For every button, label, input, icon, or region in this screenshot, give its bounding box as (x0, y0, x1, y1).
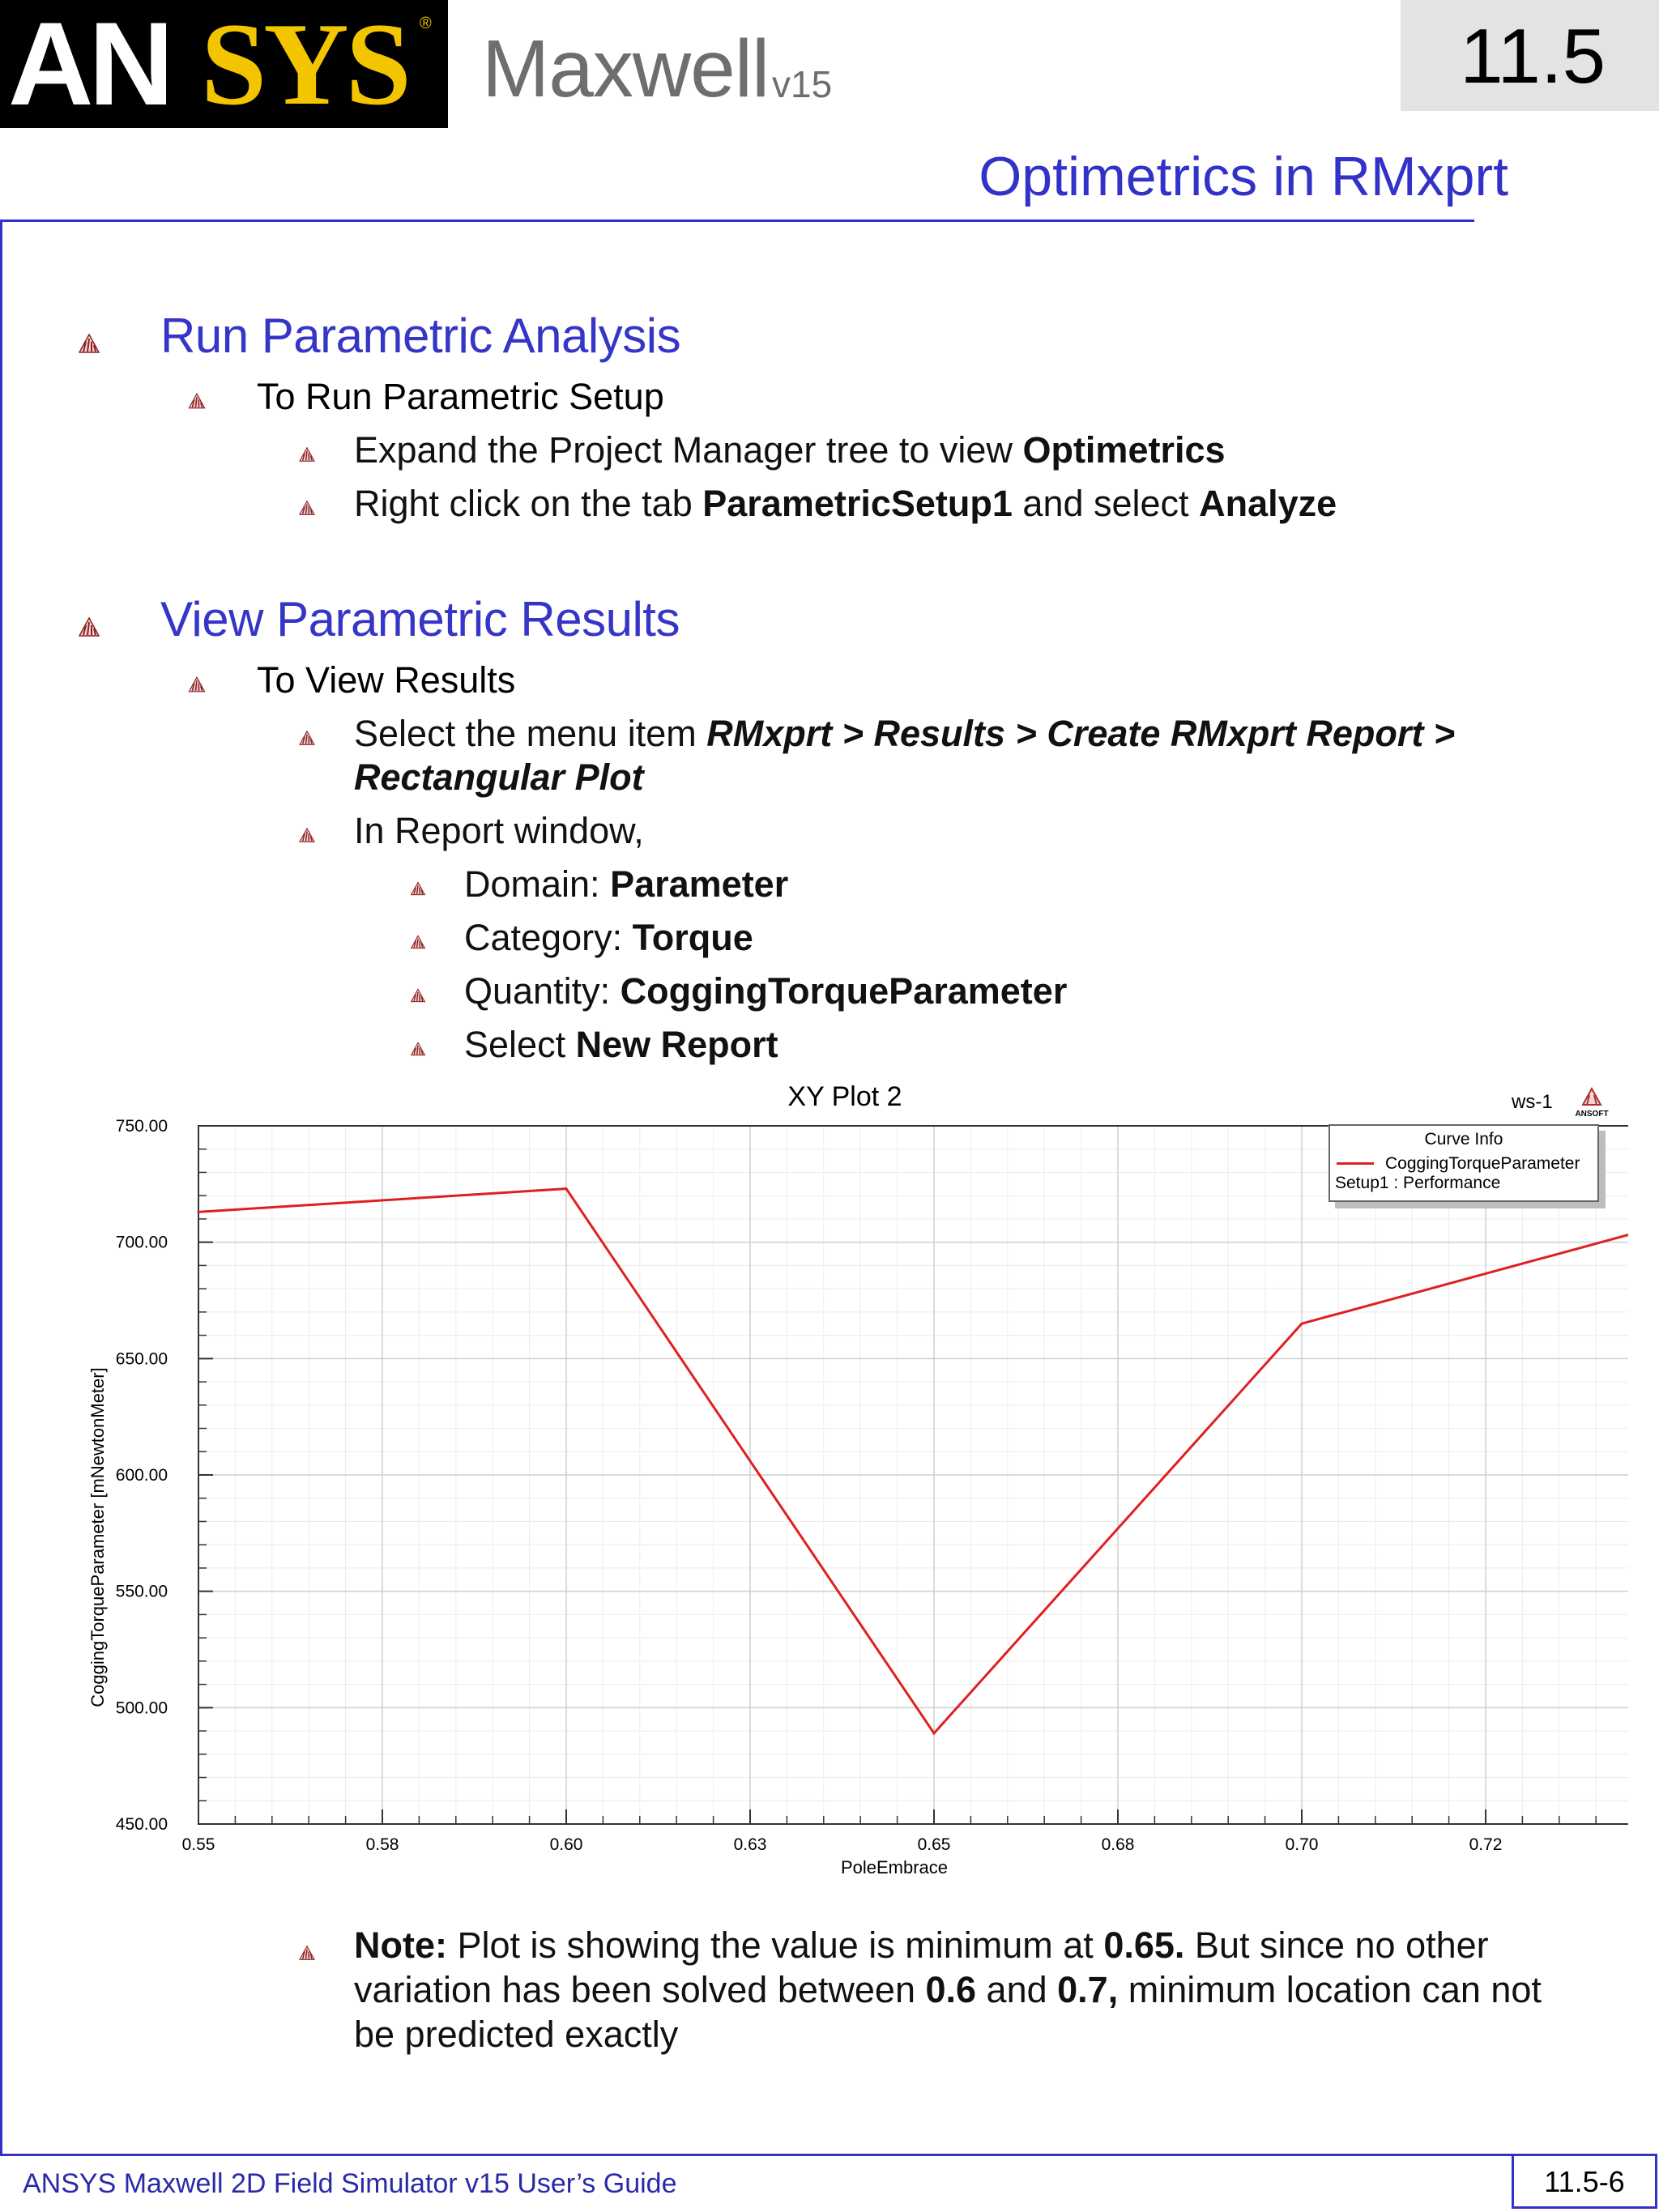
report-new-report: Select New Report (464, 1024, 778, 1065)
bullet-icon (79, 334, 100, 353)
data-point (565, 1187, 568, 1190)
step-select-menu-cont: Rectangular Plot (354, 757, 644, 798)
xy-plot-chart (81, 1081, 1628, 1891)
bullet-icon (189, 676, 206, 692)
data-point (198, 1211, 200, 1213)
y-tick-label: 650.00 (115, 1349, 168, 1369)
bullet-icon (411, 1042, 425, 1056)
y-axis-label: CoggingTorqueParameter [mNewtonMeter] (87, 1367, 108, 1707)
y-tick-label: 600.00 (115, 1466, 168, 1485)
heading-view-parametric-results: View Parametric Results (160, 592, 680, 646)
chart-title: XY Plot 2 (787, 1081, 902, 1112)
chart-ticks (116, 1117, 1628, 1854)
y-tick-label: 700.00 (115, 1233, 168, 1252)
footer-rule (0, 2154, 1512, 2156)
step-report-window: In Report window, (354, 810, 644, 851)
chapter-number-box (1401, 0, 1659, 111)
legend-title: Curve Info (1424, 1130, 1503, 1149)
y-tick-label: 500.00 (115, 1698, 168, 1718)
chart-corner-label: ws-1 (1512, 1091, 1553, 1113)
logo-text-an: AN (8, 0, 169, 130)
x-tick-label: 0.55 (181, 1835, 215, 1854)
legend-swatch (1337, 1162, 1374, 1165)
chart-legend (1328, 1124, 1599, 1202)
legend-series-setup: Setup1 : Performance (1335, 1174, 1501, 1192)
slide-title: Optimetrics in RMxprt (979, 146, 1508, 207)
y-tick-label: 550.00 (115, 1582, 168, 1601)
step-right-click-analyze: Right click on the tab ParametricSetup1 and select Analyze (354, 483, 1337, 524)
bullet-icon (189, 393, 206, 408)
x-tick-label: 0.63 (733, 1835, 767, 1854)
title-rule (0, 219, 1474, 222)
note-line-2: variation has been solved between 0.6 and 0.7, minimum location can not (354, 1969, 1542, 2010)
series-line-cogging-torque (198, 1189, 1628, 1733)
chart-series (198, 1187, 1629, 1734)
x-tick-label: 0.72 (1469, 1835, 1503, 1854)
subheading-run-setup: To Run Parametric Setup (257, 376, 664, 417)
data-point (933, 1732, 936, 1734)
x-axis-label: PoleEmbrace (840, 1857, 949, 1877)
x-tick-label: 0.58 (365, 1835, 399, 1854)
ansys-logo (0, 0, 448, 128)
note-line-3: be predicted exactly (354, 2014, 679, 2055)
page-number-box (1512, 2154, 1657, 2209)
bullet-icon (299, 731, 315, 745)
bullet-icon (299, 447, 315, 462)
frame-left-rule (0, 219, 2, 2155)
x-tick-label: 0.65 (917, 1835, 951, 1854)
heading-run-parametric-analysis: Run Parametric Analysis (160, 309, 681, 363)
chapter-number: 11.5 (1460, 13, 1606, 100)
product-version: v15 (772, 63, 833, 105)
report-category: Category: Torque (464, 917, 753, 958)
y-tick-label: 750.00 (115, 1117, 168, 1136)
step-expand-tree: Expand the Project Manager tree to view Optimetrics (354, 429, 1226, 471)
svg-text:ANSOFT: ANSOFT (1575, 1110, 1609, 1119)
bullet-icon (411, 989, 425, 1003)
step-select-menu: Select the menu item RMxprt > Results > Create RMxprt Report > (354, 713, 1456, 754)
bullet-icon (79, 617, 100, 637)
note-line-1: Note: Plot is showing the value is minimum at 0.65. But since no other (354, 1924, 1489, 1966)
bullet-icon (299, 828, 315, 842)
report-quantity: Quantity: CoggingTorqueParameter (464, 970, 1068, 1012)
report-domain: Domain: Parameter (464, 863, 789, 905)
y-tick-label: 450.00 (115, 1815, 168, 1834)
chart-grid (198, 1126, 1628, 1824)
subheading-view-results: To View Results (257, 659, 516, 701)
page-number: 11.5-6 (1544, 2165, 1625, 2198)
x-tick-label: 0.70 (1285, 1835, 1319, 1854)
bullet-icon (411, 882, 425, 896)
registered-mark: ® (420, 15, 432, 32)
logo-text-sys: SYS (201, 0, 408, 130)
legend-series-name: CoggingTorqueParameter (1385, 1154, 1580, 1173)
ansoft-logo-icon (1572, 1087, 1612, 1119)
bullet-icon (299, 501, 315, 515)
footer-guide-title: ANSYS Maxwell 2D Field Simulator v15 User’s Guide (23, 2168, 677, 2199)
bullet-icon (411, 936, 425, 949)
x-tick-label: 0.68 (1101, 1835, 1135, 1854)
x-tick-label: 0.60 (549, 1835, 583, 1854)
data-point (1301, 1323, 1303, 1325)
product-name: Maxwell (482, 23, 770, 114)
bullet-icon (299, 1946, 315, 1960)
